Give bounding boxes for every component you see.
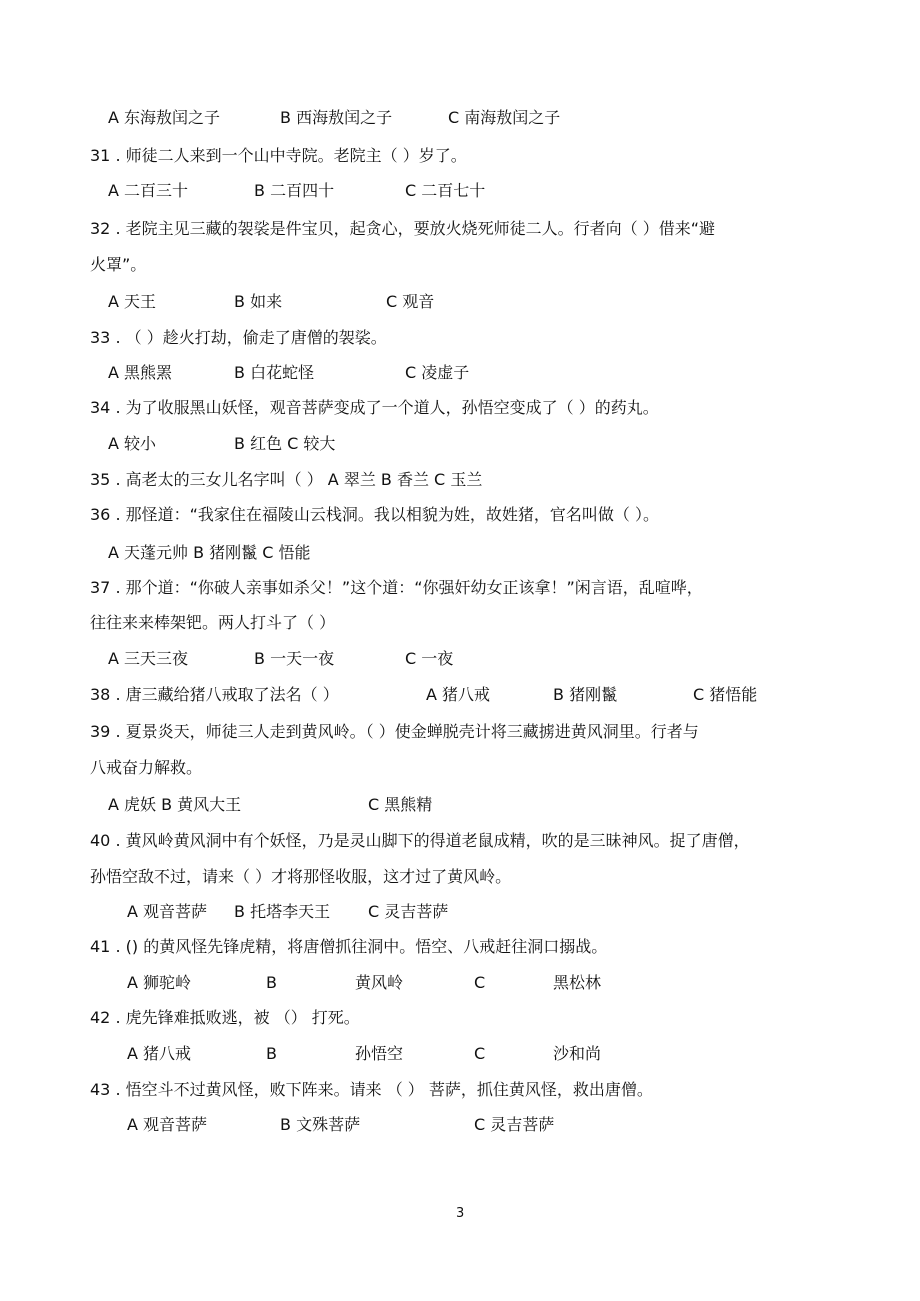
q37-question-line1: 37 . 那个道：“你破人亲事如杀父！”这个道：“你强奸幼女正该拿！”闲言语，乱喧哗， [90, 578, 703, 597]
q32-option-c: C 观音 [386, 292, 435, 311]
q33-option-c: C 凌虚子 [405, 363, 470, 382]
q39-option-ab: A 虎妖 B 黄风大王 [108, 795, 242, 814]
q33-option-b: B 白花蛇怪 [234, 363, 315, 382]
q36-options: A 天蓬元帅 B 猪刚鬣 C 悟能 [108, 543, 311, 562]
q34-option-a: A 较小 [108, 434, 157, 453]
q41-option-c-letter: C [474, 973, 486, 992]
q32-question-line2: 火罩”。 [90, 255, 147, 274]
q35-question: 35 . 高老太的三女儿名字叫（ ） A 翠兰 B 香兰 C 玉兰 [90, 470, 483, 489]
q39-question-line2: 八戒奋力解救。 [90, 758, 203, 777]
q41-option-c-text: 黑松林 [553, 973, 602, 992]
q37-question-line2: 往往来来棒架钯。两人打斗了（ ） [90, 613, 336, 632]
q31-option-b: B 二百四十 [254, 181, 335, 200]
q42-question: 42 . 虎先锋难抵败逃，被 （） 打死。 [90, 1008, 360, 1027]
q32-question-line1: 32 . 老院主见三藏的袈裟是件宝贝，起贪心，要放火烧死师徒二人。行者向（ ）借来“避 [90, 219, 715, 238]
q30-option-a: A 东海敖闰之子 [108, 108, 221, 127]
q33-option-a: A 黑熊罴 [108, 363, 173, 382]
q31-option-a: A 二百三十 [108, 181, 189, 200]
q42-option-b-letter: B [266, 1044, 277, 1063]
q39-question-line1: 39 . 夏景炎天，师徒三人走到黄风岭。（ ）使金蝉脱壳计将三藏掳进黄风洞里。行者与 [90, 722, 699, 741]
q42-option-b-text: 孙悟空 [355, 1044, 404, 1063]
q33-question: 33 . （ ）趁火打劫，偷走了唐僧的袈裟。 [90, 328, 387, 347]
q38-option-c: C 猪悟能 [693, 685, 758, 704]
q42-option-c-letter: C [474, 1044, 486, 1063]
q40-option-a: A 观音菩萨 [127, 902, 208, 921]
q41-option-b-text: 黄风岭 [355, 973, 404, 992]
q32-option-b: B 如来 [234, 292, 283, 311]
q43-option-a: A 观音菩萨 [127, 1115, 208, 1134]
q34-question: 34 . 为了收服黑山妖怪，观音菩萨变成了一个道人，孙悟空变成了（ ）的药丸。 [90, 398, 659, 417]
q42-option-a: A 猪八戒 [127, 1044, 192, 1063]
q43-option-c: C 灵吉菩萨 [474, 1115, 555, 1134]
q38-option-a: A 猪八戒 [426, 685, 491, 704]
q32-option-a: A 天王 [108, 292, 157, 311]
q39-option-c: C 黑熊精 [368, 795, 433, 814]
q42-option-c-text: 沙和尚 [553, 1044, 602, 1063]
q30-option-b: B 西海敖闰之子 [280, 108, 393, 127]
q37-option-c: C 一夜 [405, 649, 454, 668]
q34-option-bc: B 红色 C 较大 [234, 434, 336, 453]
q31-option-c: C 二百七十 [405, 181, 486, 200]
q37-option-b: B 一天一夜 [254, 649, 335, 668]
q41-option-b-letter: B [266, 973, 277, 992]
q43-option-b: B 文殊菩萨 [280, 1115, 361, 1134]
q31-question: 31 . 师徒二人来到一个山中寺院。老院主（ ）岁了。 [90, 146, 467, 165]
q30-option-c: C 南海敖闰之子 [448, 108, 561, 127]
q43-question: 43 . 悟空斗不过黄风怪，败下阵来。请来 （ ） 菩萨，抓住黄风怪，救出唐僧。 [90, 1080, 653, 1099]
q41-question: 41 . () 的黄风怪先锋虎精，将唐僧抓往洞中。悟空、八戒赶往洞口搦战。 [90, 937, 608, 956]
q40-question-line1: 40 . 黄风岭黄风洞中有个妖怪，乃是灵山脚下的得道老鼠成精，吹的是三昧神风。捉了唐僧， [90, 831, 750, 850]
q38-question: 38 . 唐三藏给猪八戒取了法名（ ） [90, 685, 339, 704]
page-number: 3 [456, 1206, 465, 1221]
q37-option-a: A 三天三夜 [108, 649, 189, 668]
q41-option-a: A 狮驼岭 [127, 973, 192, 992]
q38-option-b: B 猪刚鬣 [553, 685, 618, 704]
q36-question: 36 . 那怪道：“我家住在福陵山云栈洞。我以相貌为姓，故姓猪，官名叫做（ ）。 [90, 505, 659, 524]
q40-option-b: B 托塔李天王 [234, 902, 331, 921]
q40-option-c: C 灵吉菩萨 [368, 902, 449, 921]
q40-question-line2: 孙悟空敌不过，请来（ ）才将那怪收服，这才过了黄风岭。 [90, 867, 512, 886]
